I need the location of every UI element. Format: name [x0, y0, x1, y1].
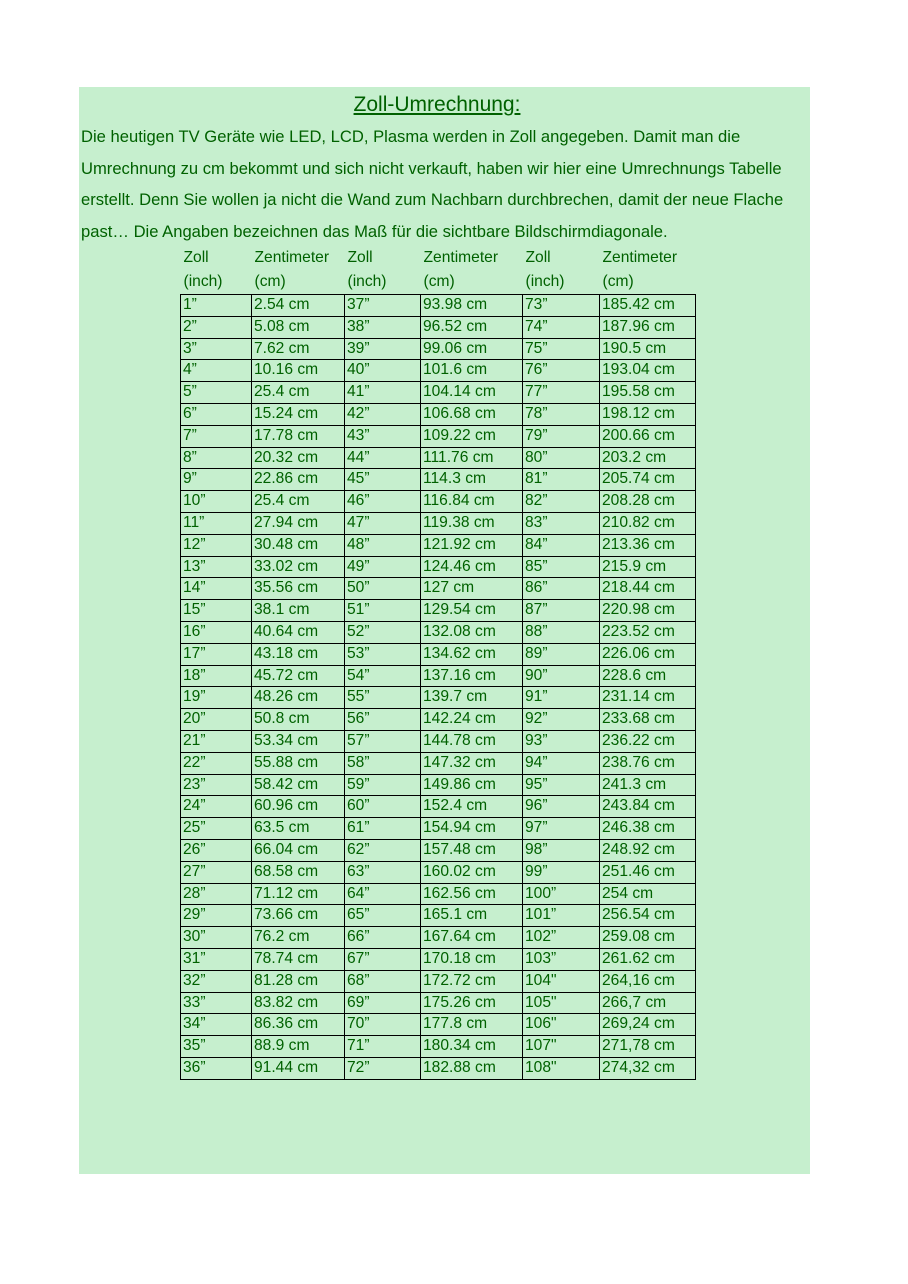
cm-cell: 157.48 cm: [421, 839, 523, 861]
cm-cell: 205.74 cm: [600, 469, 696, 491]
cm-cell: 30.48 cm: [252, 534, 345, 556]
inch-cell: 69”: [345, 992, 421, 1014]
cm-cell: 254 cm: [600, 883, 696, 905]
table-row: [181, 883, 696, 905]
cm-cell: 167.64 cm: [421, 927, 523, 949]
inch-cell: 95”: [523, 774, 600, 796]
inch-cell: 78”: [523, 403, 600, 425]
table-row: [181, 927, 696, 949]
inch-cell: 65”: [345, 905, 421, 927]
inch-cell: 5”: [181, 382, 252, 404]
table-row: [181, 730, 696, 752]
cm-cell: 106.68 cm: [421, 403, 523, 425]
intro-line: Umrechnung zu cm bekommt und sich nicht verkauft, haben wir hier eine Umrechnungs Tabelle: [81, 158, 782, 178]
cm-cell: 99.06 cm: [421, 338, 523, 360]
cm-cell: 91.44 cm: [252, 1057, 345, 1079]
table-row: [181, 992, 696, 1014]
table-body: [181, 295, 696, 1080]
inch-cell: 84”: [523, 534, 600, 556]
intro-line: erstellt. Denn Sie wollen ja nicht die Wand zum Nachbarn durchbrechen, damit der neue Flache: [81, 190, 784, 210]
inch-cell: 45”: [345, 469, 421, 491]
cm-cell: 134.62 cm: [421, 643, 523, 665]
inch-cell: 17”: [181, 643, 252, 665]
cm-cell: 88.9 cm: [252, 1036, 345, 1058]
cm-cell: 274,32 cm: [600, 1057, 696, 1079]
inch-cell: 29”: [181, 905, 252, 927]
inch-cell: 22”: [181, 752, 252, 774]
inch-cell: 61”: [345, 818, 421, 840]
inch-cell: 105": [523, 992, 600, 1014]
cm-cell: 228.6 cm: [600, 665, 696, 687]
inch-cell: 86”: [523, 578, 600, 600]
cm-cell: 119.38 cm: [421, 512, 523, 534]
header-inch-col-1: Zoll (inch): [183, 249, 223, 290]
table-row: [181, 665, 696, 687]
cm-cell: 223.52 cm: [600, 621, 696, 643]
inch-cell: 56”: [345, 709, 421, 731]
cm-cell: 109.22 cm: [421, 425, 523, 447]
inch-cell: 48”: [345, 534, 421, 556]
table-row: [181, 534, 696, 556]
cm-cell: 71.12 cm: [252, 883, 345, 905]
table-row: [181, 382, 696, 404]
inch-cell: 7”: [181, 425, 252, 447]
inch-cell: 37”: [345, 295, 421, 317]
cm-cell: 261.62 cm: [600, 948, 696, 970]
inch-cell: 30”: [181, 927, 252, 949]
inch-cell: 57”: [345, 730, 421, 752]
cm-cell: 10.16 cm: [252, 360, 345, 382]
inch-cell: 74”: [523, 316, 600, 338]
cm-cell: 137.16 cm: [421, 665, 523, 687]
inch-cell: 94”: [523, 752, 600, 774]
table-row: [181, 295, 696, 317]
cm-cell: 60.96 cm: [252, 796, 345, 818]
inch-cell: 9”: [181, 469, 252, 491]
inch-cell: 89”: [523, 643, 600, 665]
cm-cell: 152.4 cm: [421, 796, 523, 818]
cm-cell: 147.32 cm: [421, 752, 523, 774]
table-row: [181, 316, 696, 338]
inch-cell: 25”: [181, 818, 252, 840]
inch-cell: 107": [523, 1036, 600, 1058]
inch-cell: 63”: [345, 861, 421, 883]
inch-cell: 104": [523, 970, 600, 992]
cm-cell: 53.34 cm: [252, 730, 345, 752]
inch-cell: 10”: [181, 491, 252, 513]
inch-cell: 27”: [181, 861, 252, 883]
inch-cell: 83”: [523, 512, 600, 534]
cm-cell: 165.1 cm: [421, 905, 523, 927]
cm-cell: 259.08 cm: [600, 927, 696, 949]
inch-cell: 108": [523, 1057, 600, 1079]
cm-cell: 187.96 cm: [600, 316, 696, 338]
inch-cell: 6”: [181, 403, 252, 425]
inch-cell: 14”: [181, 578, 252, 600]
cm-cell: 33.02 cm: [252, 556, 345, 578]
cm-cell: 210.82 cm: [600, 512, 696, 534]
conversion-table: [180, 246, 696, 1080]
header-cm-col-2: Zentimeter (cm): [423, 249, 499, 290]
cm-cell: 96.52 cm: [421, 316, 523, 338]
table-row: [181, 556, 696, 578]
inch-cell: 80”: [523, 447, 600, 469]
cm-cell: 180.34 cm: [421, 1036, 523, 1058]
cm-cell: 129.54 cm: [421, 600, 523, 622]
inch-cell: 35”: [181, 1036, 252, 1058]
table-row: [181, 796, 696, 818]
inch-cell: 4”: [181, 360, 252, 382]
table-row: [181, 600, 696, 622]
table-row: [181, 774, 696, 796]
cm-cell: 256.54 cm: [600, 905, 696, 927]
table-row: [181, 621, 696, 643]
cm-cell: 248.92 cm: [600, 839, 696, 861]
inch-cell: 55”: [345, 687, 421, 709]
cm-cell: 236.22 cm: [600, 730, 696, 752]
inch-cell: 19”: [181, 687, 252, 709]
cm-cell: 220.98 cm: [600, 600, 696, 622]
table-header-row: [181, 246, 696, 295]
cm-cell: 269,24 cm: [600, 1014, 696, 1036]
inch-cell: 44”: [345, 447, 421, 469]
cm-cell: 76.2 cm: [252, 927, 345, 949]
cm-cell: 114.3 cm: [421, 469, 523, 491]
inch-cell: 70”: [345, 1014, 421, 1036]
cm-cell: 48.26 cm: [252, 687, 345, 709]
cm-cell: 243.84 cm: [600, 796, 696, 818]
table-row: [181, 403, 696, 425]
inch-cell: 52”: [345, 621, 421, 643]
cm-cell: 25.4 cm: [252, 491, 345, 513]
table-row: [181, 643, 696, 665]
cm-cell: 15.24 cm: [252, 403, 345, 425]
inch-cell: 85”: [523, 556, 600, 578]
cm-cell: 142.24 cm: [421, 709, 523, 731]
inch-cell: 93”: [523, 730, 600, 752]
cm-cell: 38.1 cm: [252, 600, 345, 622]
cm-cell: 218.44 cm: [600, 578, 696, 600]
cm-cell: 83.82 cm: [252, 992, 345, 1014]
inch-cell: 82”: [523, 491, 600, 513]
inch-cell: 40”: [345, 360, 421, 382]
inch-cell: 46”: [345, 491, 421, 513]
inch-cell: 49”: [345, 556, 421, 578]
cm-cell: 81.28 cm: [252, 970, 345, 992]
inch-cell: 79”: [523, 425, 600, 447]
cm-cell: 203.2 cm: [600, 447, 696, 469]
cm-cell: 111.76 cm: [421, 447, 523, 469]
cm-cell: 266,7 cm: [600, 992, 696, 1014]
cm-cell: 5.08 cm: [252, 316, 345, 338]
inch-cell: 96”: [523, 796, 600, 818]
inch-cell: 15”: [181, 600, 252, 622]
inch-cell: 12”: [181, 534, 252, 556]
inch-cell: 16”: [181, 621, 252, 643]
table-row: [181, 1057, 696, 1079]
cm-cell: 17.78 cm: [252, 425, 345, 447]
cm-cell: 241.3 cm: [600, 774, 696, 796]
table-row: [181, 425, 696, 447]
cm-cell: 175.26 cm: [421, 992, 523, 1014]
cm-cell: 200.66 cm: [600, 425, 696, 447]
inch-cell: 64”: [345, 883, 421, 905]
table-row: [181, 709, 696, 731]
table-row: [181, 687, 696, 709]
inch-cell: 97”: [523, 818, 600, 840]
inch-cell: 8”: [181, 447, 252, 469]
cm-cell: 68.58 cm: [252, 861, 345, 883]
cm-cell: 213.36 cm: [600, 534, 696, 556]
cm-cell: 78.74 cm: [252, 948, 345, 970]
inch-cell: 68”: [345, 970, 421, 992]
inch-cell: 91”: [523, 687, 600, 709]
cm-cell: 170.18 cm: [421, 948, 523, 970]
cm-cell: 251.46 cm: [600, 861, 696, 883]
inch-cell: 102”: [523, 927, 600, 949]
cm-cell: 198.12 cm: [600, 403, 696, 425]
cm-cell: 193.04 cm: [600, 360, 696, 382]
inch-cell: 71”: [345, 1036, 421, 1058]
cm-cell: 93.98 cm: [421, 295, 523, 317]
table-row: [181, 861, 696, 883]
cm-cell: 45.72 cm: [252, 665, 345, 687]
cm-cell: 215.9 cm: [600, 556, 696, 578]
inch-cell: 39”: [345, 338, 421, 360]
inch-cell: 33”: [181, 992, 252, 1014]
cm-cell: 86.36 cm: [252, 1014, 345, 1036]
inch-cell: 28”: [181, 883, 252, 905]
intro-line: past… Die Angaben bezeichnen das Maß für die sichtbare Bildschirmdiagonale.: [81, 222, 668, 242]
inch-cell: 43”: [345, 425, 421, 447]
inch-cell: 26”: [181, 839, 252, 861]
inch-cell: 67”: [345, 948, 421, 970]
table-row: [181, 905, 696, 927]
table-row: [181, 578, 696, 600]
table-row: [181, 970, 696, 992]
inch-cell: 87”: [523, 600, 600, 622]
cm-cell: 139.7 cm: [421, 687, 523, 709]
cm-cell: 238.76 cm: [600, 752, 696, 774]
cm-cell: 2.54 cm: [252, 295, 345, 317]
cm-cell: 22.86 cm: [252, 469, 345, 491]
table-row: [181, 1014, 696, 1036]
inch-cell: 23”: [181, 774, 252, 796]
cm-cell: 73.66 cm: [252, 905, 345, 927]
inch-cell: 103”: [523, 948, 600, 970]
cm-cell: 101.6 cm: [421, 360, 523, 382]
cm-cell: 190.5 cm: [600, 338, 696, 360]
cm-cell: 27.94 cm: [252, 512, 345, 534]
inch-cell: 106": [523, 1014, 600, 1036]
cm-cell: 208.28 cm: [600, 491, 696, 513]
table-row: [181, 752, 696, 774]
table-row: [181, 818, 696, 840]
table-row: [181, 1036, 696, 1058]
inch-cell: 62”: [345, 839, 421, 861]
inch-cell: 58”: [345, 752, 421, 774]
inch-cell: 42”: [345, 403, 421, 425]
cm-cell: 154.94 cm: [421, 818, 523, 840]
inch-cell: 32”: [181, 970, 252, 992]
table-row: [181, 360, 696, 382]
inch-cell: 18”: [181, 665, 252, 687]
inch-cell: 81”: [523, 469, 600, 491]
inch-cell: 47”: [345, 512, 421, 534]
inch-cell: 51”: [345, 600, 421, 622]
header-cm-col-1: Zentimeter (cm): [254, 249, 330, 290]
table-row: [181, 469, 696, 491]
table-row: [181, 338, 696, 360]
cm-cell: 55.88 cm: [252, 752, 345, 774]
inch-cell: 53”: [345, 643, 421, 665]
header-inch-col-2: Zoll (inch): [347, 249, 387, 290]
inch-cell: 20”: [181, 709, 252, 731]
cm-cell: 127 cm: [421, 578, 523, 600]
cm-cell: 35.56 cm: [252, 578, 345, 600]
cm-cell: 116.84 cm: [421, 491, 523, 513]
cm-cell: 104.14 cm: [421, 382, 523, 404]
cm-cell: 124.46 cm: [421, 556, 523, 578]
cm-cell: 25.4 cm: [252, 382, 345, 404]
cm-cell: 63.5 cm: [252, 818, 345, 840]
inch-cell: 88”: [523, 621, 600, 643]
cm-cell: 177.8 cm: [421, 1014, 523, 1036]
cm-cell: 162.56 cm: [421, 883, 523, 905]
intro-paragraph: [81, 121, 807, 248]
inch-cell: 13”: [181, 556, 252, 578]
inch-cell: 2”: [181, 316, 252, 338]
inch-cell: 24”: [181, 796, 252, 818]
inch-cell: 36”: [181, 1057, 252, 1079]
inch-cell: 77”: [523, 382, 600, 404]
cm-cell: 66.04 cm: [252, 839, 345, 861]
table-row: [181, 839, 696, 861]
cm-cell: 271,78 cm: [600, 1036, 696, 1058]
cm-cell: 246.38 cm: [600, 818, 696, 840]
inch-cell: 59”: [345, 774, 421, 796]
inch-cell: 76”: [523, 360, 600, 382]
cm-cell: 144.78 cm: [421, 730, 523, 752]
table-row: [181, 491, 696, 513]
inch-cell: 98”: [523, 839, 600, 861]
cm-cell: 160.02 cm: [421, 861, 523, 883]
inch-cell: 99”: [523, 861, 600, 883]
inch-cell: 1”: [181, 295, 252, 317]
inch-cell: 66”: [345, 927, 421, 949]
header-inch-col-3: Zoll (inch): [525, 249, 565, 290]
header-cm-col-3: Zentimeter (cm): [602, 249, 678, 290]
inch-cell: 54”: [345, 665, 421, 687]
inch-cell: 3”: [181, 338, 252, 360]
inch-cell: 90”: [523, 665, 600, 687]
inch-cell: 21”: [181, 730, 252, 752]
inch-cell: 73”: [523, 295, 600, 317]
inch-cell: 72”: [345, 1057, 421, 1079]
inch-cell: 31”: [181, 948, 252, 970]
cm-cell: 43.18 cm: [252, 643, 345, 665]
cm-cell: 132.08 cm: [421, 621, 523, 643]
cm-cell: 231.14 cm: [600, 687, 696, 709]
inch-cell: 34”: [181, 1014, 252, 1036]
cm-cell: 172.72 cm: [421, 970, 523, 992]
inch-cell: 100”: [523, 883, 600, 905]
inch-cell: 75”: [523, 338, 600, 360]
cm-cell: 40.64 cm: [252, 621, 345, 643]
inch-cell: 92”: [523, 709, 600, 731]
inch-cell: 50”: [345, 578, 421, 600]
cm-cell: 7.62 cm: [252, 338, 345, 360]
inch-cell: 38”: [345, 316, 421, 338]
inch-cell: 101”: [523, 905, 600, 927]
cm-cell: 226.06 cm: [600, 643, 696, 665]
document-panel: [79, 87, 810, 1174]
inch-cell: 41”: [345, 382, 421, 404]
cm-cell: 50.8 cm: [252, 709, 345, 731]
cm-cell: 121.92 cm: [421, 534, 523, 556]
table-row: [181, 447, 696, 469]
inch-cell: 60”: [345, 796, 421, 818]
table-row: [181, 948, 696, 970]
cm-cell: 20.32 cm: [252, 447, 345, 469]
inch-cell: 11”: [181, 512, 252, 534]
cm-cell: 182.88 cm: [421, 1057, 523, 1079]
cm-cell: 195.58 cm: [600, 382, 696, 404]
cm-cell: 264,16 cm: [600, 970, 696, 992]
cm-cell: 233.68 cm: [600, 709, 696, 731]
cm-cell: 185.42 cm: [600, 295, 696, 317]
page-title: Zoll-Umrechnung:: [353, 93, 521, 116]
table-row: [181, 512, 696, 534]
intro-line: Die heutigen TV Geräte wie LED, LCD, Plasma werden in Zoll angegeben. Damit man die: [81, 127, 741, 146]
cm-cell: 149.86 cm: [421, 774, 523, 796]
cm-cell: 58.42 cm: [252, 774, 345, 796]
